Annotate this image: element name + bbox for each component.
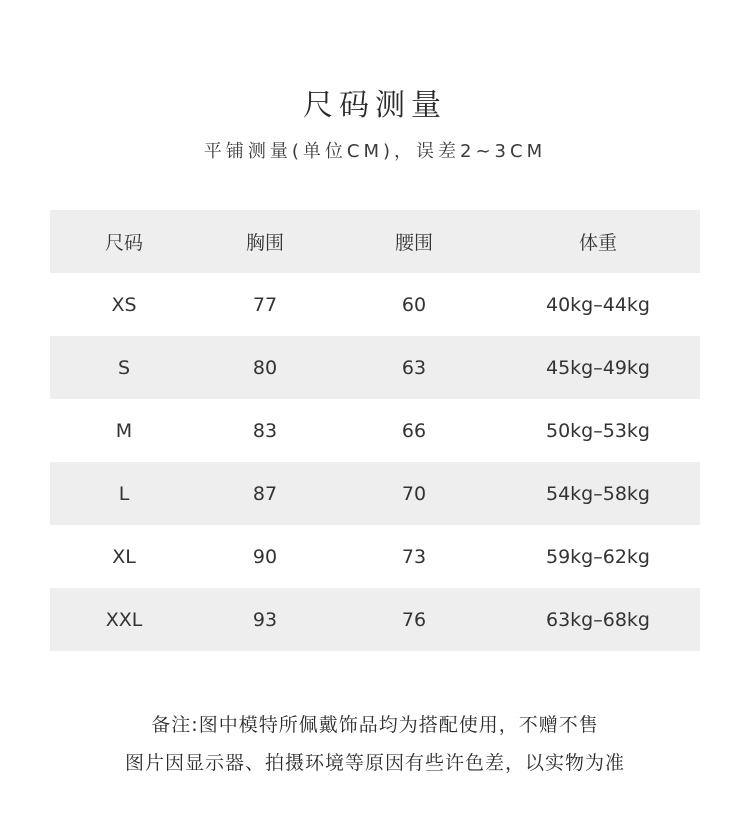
size-cell: XXL	[105, 608, 143, 631]
weight-cell: 63kg–68kg	[546, 608, 650, 631]
chest-cell: 90	[252, 545, 278, 568]
waist-cell: 63	[401, 356, 427, 379]
size-cell: XL	[112, 545, 136, 568]
size-cell: XS	[111, 293, 137, 316]
chest-cell: 93	[252, 608, 278, 631]
chest-cell: 77	[252, 293, 278, 316]
chest-cell: 83	[252, 419, 278, 442]
table-row	[50, 462, 700, 525]
weight-cell: 40kg–44kg	[546, 293, 650, 316]
size-cell: S	[117, 356, 131, 379]
table-row	[50, 273, 700, 336]
waist-cell: 66	[401, 419, 427, 442]
weight-cell: 50kg–53kg	[546, 419, 650, 442]
waist-cell: 73	[401, 545, 427, 568]
table-row	[50, 525, 700, 588]
size-table	[50, 210, 700, 651]
column-header-size: 尺码	[104, 232, 143, 254]
weight-cell: 59kg–62kg	[546, 545, 650, 568]
waist-cell: 76	[401, 608, 427, 631]
table-row	[50, 588, 700, 651]
weight-cell: 54kg–58kg	[546, 482, 650, 505]
table-row	[50, 336, 700, 399]
page-title: 尺码测量	[303, 88, 447, 123]
note-line-accessories: 备注:图中模特所佩戴饰品均为搭配使用，不赠不售	[151, 714, 599, 736]
column-header-weight: 体重	[578, 232, 617, 254]
column-header-waist: 腰围	[394, 232, 433, 254]
table-row	[50, 399, 700, 462]
page-subtitle: 平铺测量(单位CM)，误差2~3CM	[203, 141, 547, 162]
waist-cell: 60	[401, 293, 427, 316]
note-line-color-difference: 图片因显示器、拍摄环境等原因有些许色差，以实物为准	[124, 752, 625, 774]
chest-cell: 87	[252, 482, 278, 505]
size-cell: L	[118, 482, 130, 505]
chest-cell: 80	[252, 356, 278, 379]
column-header-chest: 胸围	[245, 232, 284, 254]
weight-cell: 45kg–49kg	[546, 356, 650, 379]
table-header-row	[50, 210, 700, 273]
size-cell: M	[115, 419, 133, 442]
waist-cell: 70	[401, 482, 427, 505]
